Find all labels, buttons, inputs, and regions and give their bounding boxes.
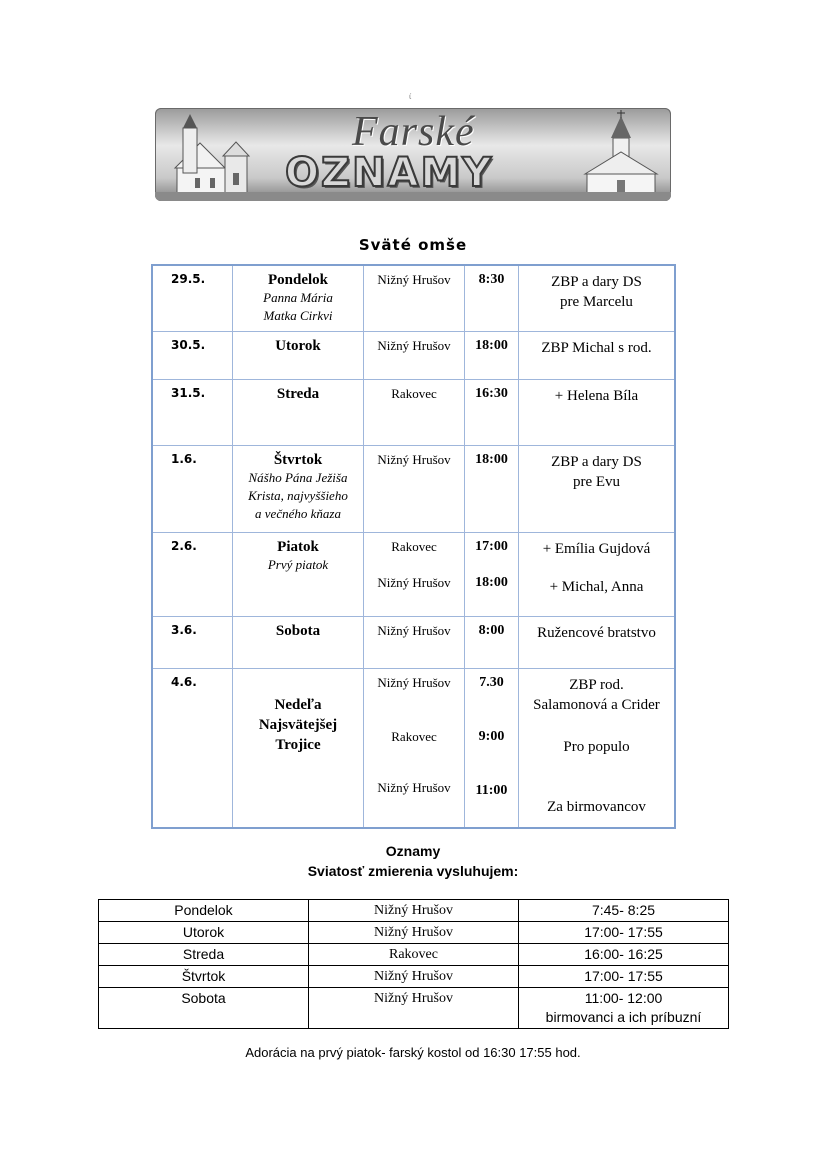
mass-time-cell — [465, 532, 519, 616]
mass-time: 7.30 — [479, 674, 504, 690]
confession-time: 11:00- 12:00 — [584, 990, 663, 1006]
mass-time: 18:00 — [475, 337, 508, 353]
mass-place: Nižný Hrušov — [377, 574, 451, 590]
mass-day-name: Streda — [276, 385, 320, 402]
confession-row — [99, 966, 729, 988]
mass-day-cell — [233, 532, 364, 616]
confession-row — [99, 922, 729, 944]
mass-place: Nižný Hrušov — [377, 451, 451, 467]
mass-row — [152, 445, 675, 532]
mass-intention: pre Evu — [572, 473, 621, 490]
mass-intention: Salamonová a Crider — [533, 696, 660, 713]
mass-place: Rakovec — [391, 538, 437, 554]
mass-intention: + Helena Bíla — [554, 387, 639, 404]
mass-row — [152, 331, 675, 379]
mass-time-cell — [465, 616, 519, 668]
mass-place: Nižný Hrušov — [377, 779, 451, 795]
confession-note: birmovanci a ich príbuzní — [545, 1009, 702, 1025]
confession-place: Nižný Hrušov — [309, 966, 519, 988]
mass-place-cell — [364, 616, 465, 668]
mass-row — [152, 265, 675, 331]
confession-table — [98, 899, 729, 1029]
mass-day-name: Nedeľa Najsvätejšej Trojice — [258, 696, 338, 753]
mass-time: 17:00 — [475, 538, 508, 554]
mass-place-cell — [364, 379, 465, 445]
mass-place: Rakovec — [391, 385, 437, 401]
mass-intention: pre Marcelu — [560, 294, 633, 310]
mass-row — [152, 616, 675, 668]
mass-intention-cell — [519, 532, 676, 616]
mass-day-cell — [233, 668, 364, 828]
mass-intention: + Emília Gujdová — [542, 540, 651, 557]
mass-place-cell — [364, 445, 465, 532]
mass-place: Nižný Hrušov — [377, 674, 451, 690]
confession-time-cell — [519, 966, 729, 988]
mass-day-cell — [233, 445, 364, 532]
announcements-title: Oznamy — [385, 843, 441, 859]
mass-feast-line: Nášho Pána Ježiša — [248, 469, 348, 485]
mass-intention-cell — [519, 668, 676, 828]
confession-time-cell — [519, 922, 729, 944]
mass-day-name: Sobota — [275, 622, 321, 639]
mass-day-cell — [233, 379, 364, 445]
mass-intention: + Michal, Anna — [549, 578, 644, 595]
confession-place: Nižný Hrušov — [309, 988, 519, 1029]
mass-place: Nižný Hrušov — [377, 337, 451, 353]
announcements-subtitle: Sviatosť zmierenia vysluhujem: — [307, 863, 519, 879]
mass-feast-line: Matka Cirkvi — [263, 308, 333, 323]
mass-place: Nižný Hrušov — [377, 272, 451, 287]
page-mark: ί — [409, 93, 412, 101]
mass-intention: ZBP Michal s rod. — [541, 339, 652, 356]
confession-time: 17:00- 17:55 — [584, 924, 663, 940]
mass-day-name: Štvrtok — [273, 451, 323, 468]
mass-date: 3.6. — [152, 616, 233, 668]
mass-date: 30.5. — [152, 331, 233, 379]
mass-row — [152, 668, 675, 828]
mass-intention-cell — [519, 616, 676, 668]
mass-date: 4.6. — [152, 668, 233, 828]
mass-intention: Za birmovancov — [547, 798, 646, 815]
confession-row — [99, 944, 729, 966]
mass-intention: ZBP a dary DS — [551, 453, 642, 470]
mass-intention-cell — [519, 265, 676, 331]
mass-place: Rakovec — [391, 728, 437, 744]
mass-feast-line: a večného kňaza — [255, 505, 341, 521]
confession-time: 16:00- 16:25 — [584, 946, 663, 962]
confession-day: Pondelok — [99, 900, 309, 922]
mass-intention: Pro populo — [563, 738, 630, 755]
mass-intention-cell — [519, 445, 676, 532]
mass-time: 16:30 — [475, 385, 508, 401]
mass-day-cell — [233, 265, 364, 331]
adoration-note: Adorácia na prvý piatok- farský kostol od 16:30 17:55 hod. — [245, 1045, 581, 1060]
mass-place-cell — [364, 265, 465, 331]
mass-feast-line: Krista, najvyššieho — [248, 487, 348, 503]
mass-intention: ZBP a dary DS — [551, 274, 642, 290]
mass-date: 2.6. — [152, 532, 233, 616]
mass-feast-line: Prvý piatok — [267, 556, 329, 572]
mass-day-cell — [233, 616, 364, 668]
confession-day: Streda — [99, 944, 309, 966]
mass-place: Nižný Hrušov — [377, 622, 451, 638]
mass-time-cell — [465, 445, 519, 532]
banner-script-title: Farské — [352, 109, 475, 155]
confession-row — [99, 988, 729, 1029]
confession-time: 17:00- 17:55 — [584, 968, 663, 984]
confession-time: 7:45- 8:25 — [591, 902, 656, 918]
mass-intention: ZBP rod. — [569, 676, 624, 693]
confession-day: Sobota — [99, 988, 309, 1029]
mass-time-cell — [465, 331, 519, 379]
mass-time: 8:00 — [478, 622, 505, 638]
banner-main-title: OZNAMY — [285, 150, 494, 196]
mass-time: 9:00 — [478, 728, 505, 744]
confession-place: Nižný Hrušov — [309, 900, 519, 922]
confession-day: Utorok — [99, 922, 309, 944]
mass-date: 31.5. — [152, 379, 233, 445]
mass-day-name: Piatok — [277, 538, 319, 555]
confession-place: Rakovec — [309, 944, 519, 966]
mass-date: 29.5. — [152, 265, 233, 331]
section-title: Sväté omše — [358, 236, 468, 254]
mass-day-name: Utorok — [275, 337, 321, 354]
mass-day-cell — [233, 331, 364, 379]
mass-intention-cell — [519, 379, 676, 445]
mass-schedule-table — [151, 264, 676, 829]
mass-time-cell — [465, 265, 519, 331]
announcements-heading — [0, 841, 826, 881]
mass-place-cell — [364, 532, 465, 616]
mass-time: 18:00 — [475, 574, 508, 590]
mass-intention: Ružencové bratstvo — [537, 624, 656, 641]
mass-time: 8:30 — [478, 272, 505, 287]
confession-time-cell — [519, 988, 729, 1029]
mass-place-cell — [364, 668, 465, 828]
mass-row — [152, 379, 675, 445]
confession-time-cell — [519, 944, 729, 966]
mass-intention-cell — [519, 331, 676, 379]
mass-place-cell — [364, 331, 465, 379]
mass-time-cell — [465, 379, 519, 445]
confession-day: Štvrtok — [99, 966, 309, 988]
mass-day-name: Pondelok — [267, 272, 328, 288]
confession-row — [99, 900, 729, 922]
mass-time: 11:00 — [475, 782, 508, 798]
mass-feast-line: Panna Mária — [263, 290, 333, 305]
confession-place: Nižný Hrušov — [309, 922, 519, 944]
confession-time-cell — [519, 900, 729, 922]
mass-date: 1.6. — [152, 445, 233, 532]
mass-row — [152, 532, 675, 616]
mass-time: 18:00 — [475, 451, 508, 467]
mass-time-cell — [465, 668, 519, 828]
